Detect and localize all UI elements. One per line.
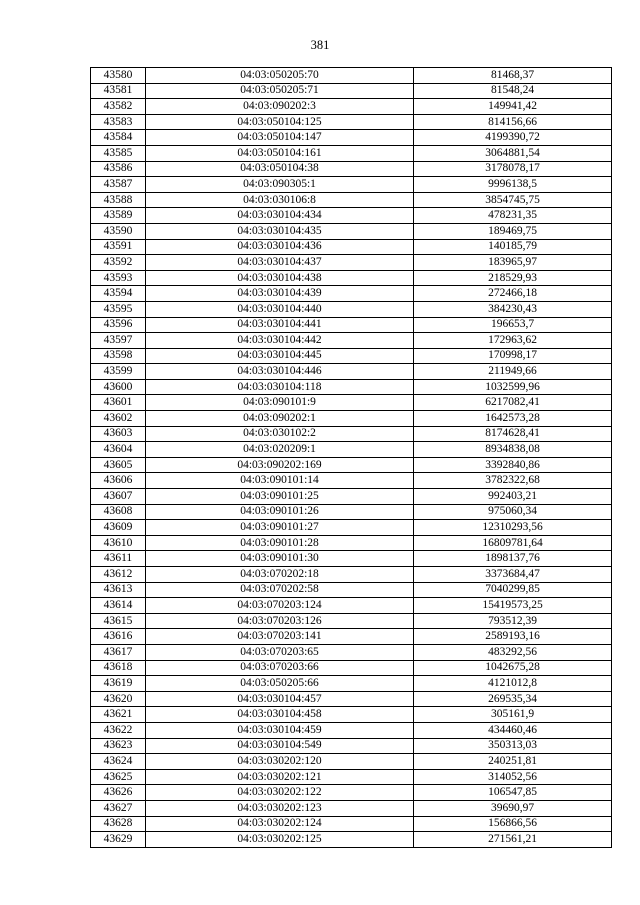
row-number-cell: 43620 [91, 691, 146, 707]
cadastral-number-cell: 04:03:030104:446 [146, 364, 414, 380]
cadastral-number-cell: 04:03:090202:169 [146, 457, 414, 473]
table-row [91, 161, 612, 177]
cadastral-number-cell: 04:03:050104:125 [146, 114, 414, 130]
row-number-cell: 43625 [91, 769, 146, 785]
row-number-cell: 43605 [91, 457, 146, 473]
cadastral-value-cell: 15419573,25 [414, 598, 612, 614]
row-number-cell: 43609 [91, 520, 146, 536]
cadastral-value-cell: 6217082,41 [414, 395, 612, 411]
row-number-cell: 43596 [91, 317, 146, 333]
table-row [91, 442, 612, 458]
row-number-cell: 43624 [91, 754, 146, 770]
cadastral-value-cell: 170998,17 [414, 348, 612, 364]
cadastral-value-cell: 7040299,85 [414, 582, 612, 598]
cadastral-number-cell: 04:03:030104:118 [146, 379, 414, 395]
cadastral-value-cell: 12310293,56 [414, 520, 612, 536]
row-number-cell: 43583 [91, 114, 146, 130]
cadastral-value-cell: 975060,34 [414, 504, 612, 520]
cadastral-value-cell: 1898137,76 [414, 551, 612, 567]
cadastral-value-cell: 4121012,8 [414, 676, 612, 692]
cadastral-number-cell: 04:03:030202:124 [146, 816, 414, 832]
row-number-cell: 43613 [91, 582, 146, 598]
table-row [91, 644, 612, 660]
row-number-cell: 43627 [91, 800, 146, 816]
cadastral-number-cell: 04:03:030104:440 [146, 301, 414, 317]
cadastral-number-cell: 04:03:030104:459 [146, 722, 414, 738]
row-number-cell: 43622 [91, 722, 146, 738]
cadastral-value-cell: 305161,9 [414, 707, 612, 723]
table-row [91, 754, 612, 770]
cadastral-number-cell: 04:03:070203:124 [146, 598, 414, 614]
row-number-cell: 43607 [91, 489, 146, 505]
cadastral-value-cell: 3178078,17 [414, 161, 612, 177]
table-row [91, 660, 612, 676]
table-row [91, 769, 612, 785]
row-number-cell: 43629 [91, 832, 146, 848]
row-number-cell: 43591 [91, 239, 146, 255]
cadastral-number-cell: 04:03:020209:1 [146, 442, 414, 458]
table-row [91, 379, 612, 395]
cadastral-number-cell: 04:03:030104:549 [146, 738, 414, 754]
cadastral-value-cell: 240251,81 [414, 754, 612, 770]
cadastral-value-cell: 350313,03 [414, 738, 612, 754]
cadastral-value-cell: 272466,18 [414, 286, 612, 302]
row-number-cell: 43608 [91, 504, 146, 520]
table-row [91, 551, 612, 567]
row-number-cell: 43597 [91, 333, 146, 349]
cadastral-value-cell: 196653,7 [414, 317, 612, 333]
table-row [91, 489, 612, 505]
cadastral-number-cell: 04:03:090202:3 [146, 99, 414, 115]
cadastral-value-cell: 269535,34 [414, 691, 612, 707]
cadastral-value-cell: 483292,56 [414, 644, 612, 660]
cadastral-value-cell: 2589193,16 [414, 629, 612, 645]
cadastral-number-cell: 04:03:030104:442 [146, 333, 414, 349]
cadastral-value-cell: 271561,21 [414, 832, 612, 848]
row-number-cell: 43592 [91, 255, 146, 271]
row-number-cell: 43599 [91, 364, 146, 380]
cadastral-number-cell: 04:03:050104:38 [146, 161, 414, 177]
cadastral-number-cell: 04:03:030104:439 [146, 286, 414, 302]
table-row [91, 114, 612, 130]
table-row [91, 504, 612, 520]
table-row [91, 68, 612, 84]
cadastral-number-cell: 04:03:030104:458 [146, 707, 414, 723]
row-number-cell: 43590 [91, 223, 146, 239]
cadastral-number-cell: 04:03:030104:441 [146, 317, 414, 333]
table-row [91, 707, 612, 723]
table-row [91, 395, 612, 411]
cadastral-number-cell: 04:03:030202:120 [146, 754, 414, 770]
cadastral-value-cell: 1042675,28 [414, 660, 612, 676]
cadastral-value-cell: 189469,75 [414, 223, 612, 239]
cadastral-number-cell: 04:03:050104:161 [146, 145, 414, 161]
table-row [91, 629, 612, 645]
cadastral-number-cell: 04:03:070203:66 [146, 660, 414, 676]
cadastral-number-cell: 04:03:090202:1 [146, 411, 414, 427]
row-number-cell: 43594 [91, 286, 146, 302]
table-row [91, 208, 612, 224]
cadastral-value-cell: 478231,35 [414, 208, 612, 224]
table-row [91, 270, 612, 286]
cadastral-number-cell: 04:03:030202:122 [146, 785, 414, 801]
cadastral-number-cell: 04:03:070202:18 [146, 567, 414, 583]
cadastral-value-cell: 3064881,54 [414, 145, 612, 161]
table-row [91, 520, 612, 536]
cadastral-number-cell: 04:03:090101:27 [146, 520, 414, 536]
table-row [91, 411, 612, 427]
row-number-cell: 43611 [91, 551, 146, 567]
table-row [91, 239, 612, 255]
cadastral-value-cell: 8174628,41 [414, 426, 612, 442]
row-number-cell: 43616 [91, 629, 146, 645]
cadastral-value-cell: 149941,42 [414, 99, 612, 115]
cadastral-number-cell: 04:03:030104:434 [146, 208, 414, 224]
cadastral-value-cell: 140185,79 [414, 239, 612, 255]
row-number-cell: 43580 [91, 68, 146, 84]
row-number-cell: 43618 [91, 660, 146, 676]
cadastral-value-cell: 3782322,68 [414, 473, 612, 489]
cadastral-number-cell: 04:03:050104:147 [146, 130, 414, 146]
cadastral-value-cell: 1032599,96 [414, 379, 612, 395]
row-number-cell: 43581 [91, 83, 146, 99]
cadastral-number-cell: 04:03:070203:65 [146, 644, 414, 660]
cadastral-number-cell: 04:03:090101:26 [146, 504, 414, 520]
cadastral-value-cell: 218529,93 [414, 270, 612, 286]
cadastral-value-cell: 81468,37 [414, 68, 612, 84]
row-number-cell: 43612 [91, 567, 146, 583]
cadastral-number-cell: 04:03:050205:71 [146, 83, 414, 99]
cadastral-number-cell: 04:03:050205:70 [146, 68, 414, 84]
table-row [91, 473, 612, 489]
table-row [91, 535, 612, 551]
row-number-cell: 43598 [91, 348, 146, 364]
cadastral-number-cell: 04:03:030106:8 [146, 192, 414, 208]
cadastral-number-cell: 04:03:070203:141 [146, 629, 414, 645]
cadastral-value-cell: 39690,97 [414, 800, 612, 816]
row-number-cell: 43614 [91, 598, 146, 614]
cadastral-value-cell: 211949,66 [414, 364, 612, 380]
cadastral-value-cell: 81548,24 [414, 83, 612, 99]
row-number-cell: 43584 [91, 130, 146, 146]
table-row [91, 691, 612, 707]
cadastral-number-cell: 04:03:030104:435 [146, 223, 414, 239]
table-row [91, 83, 612, 99]
cadastral-number-cell: 04:03:030202:125 [146, 832, 414, 848]
cadastral-value-cell: 1642573,28 [414, 411, 612, 427]
cadastral-value-cell: 434460,46 [414, 722, 612, 738]
cadastral-value-cell: 4199390,72 [414, 130, 612, 146]
table-row [91, 333, 612, 349]
table-row [91, 286, 612, 302]
row-number-cell: 43623 [91, 738, 146, 754]
row-number-cell: 43604 [91, 442, 146, 458]
table-row [91, 348, 612, 364]
cadastral-value-cell: 314052,56 [414, 769, 612, 785]
cadastral-number-cell: 04:03:030202:121 [146, 769, 414, 785]
row-number-cell: 43617 [91, 644, 146, 660]
row-number-cell: 43595 [91, 301, 146, 317]
table-row [91, 130, 612, 146]
table-row [91, 145, 612, 161]
row-number-cell: 43600 [91, 379, 146, 395]
table-row [91, 192, 612, 208]
cadastral-number-cell: 04:03:090101:14 [146, 473, 414, 489]
table-row [91, 722, 612, 738]
row-number-cell: 43621 [91, 707, 146, 723]
cadastral-value-cell: 172963,62 [414, 333, 612, 349]
cadastral-value-cell: 384230,43 [414, 301, 612, 317]
row-number-cell: 43593 [91, 270, 146, 286]
table-row [91, 426, 612, 442]
table-row [91, 99, 612, 115]
table-row [91, 598, 612, 614]
cadastral-value-cell: 3854745,75 [414, 192, 612, 208]
cadastral-number-cell: 04:03:090101:25 [146, 489, 414, 505]
row-number-cell: 43603 [91, 426, 146, 442]
cadastral-number-cell: 04:03:090101:9 [146, 395, 414, 411]
cadastral-value-cell: 3373684,47 [414, 567, 612, 583]
cadastral-number-cell: 04:03:030104:436 [146, 239, 414, 255]
page-number: 381 [310, 38, 330, 52]
cadastral-value-cell: 3392840,86 [414, 457, 612, 473]
cadastral-value-cell: 156866,56 [414, 816, 612, 832]
records-table [90, 67, 612, 848]
cadastral-number-cell: 04:03:030104:445 [146, 348, 414, 364]
cadastral-value-cell: 992403,21 [414, 489, 612, 505]
table-row [91, 177, 612, 193]
table-row [91, 223, 612, 239]
table-row [91, 457, 612, 473]
row-number-cell: 43602 [91, 411, 146, 427]
table-row [91, 785, 612, 801]
cadastral-value-cell: 814156,66 [414, 114, 612, 130]
table-row [91, 832, 612, 848]
table-row [91, 317, 612, 333]
table-row [91, 364, 612, 380]
table-row [91, 613, 612, 629]
row-number-cell: 43626 [91, 785, 146, 801]
row-number-cell: 43587 [91, 177, 146, 193]
records-table-body [91, 68, 612, 848]
table-row [91, 676, 612, 692]
cadastral-value-cell: 16809781,64 [414, 535, 612, 551]
table-row [91, 255, 612, 271]
row-number-cell: 43610 [91, 535, 146, 551]
row-number-cell: 43586 [91, 161, 146, 177]
table-row [91, 567, 612, 583]
row-number-cell: 43628 [91, 816, 146, 832]
row-number-cell: 43582 [91, 99, 146, 115]
row-number-cell: 43585 [91, 145, 146, 161]
cadastral-value-cell: 793512,39 [414, 613, 612, 629]
cadastral-number-cell: 04:03:030104:438 [146, 270, 414, 286]
row-number-cell: 43601 [91, 395, 146, 411]
cadastral-number-cell: 04:03:090305:1 [146, 177, 414, 193]
cadastral-value-cell: 9996138,5 [414, 177, 612, 193]
cadastral-number-cell: 04:03:090101:28 [146, 535, 414, 551]
row-number-cell: 43615 [91, 613, 146, 629]
table-row [91, 816, 612, 832]
cadastral-number-cell: 04:03:070202:58 [146, 582, 414, 598]
cadastral-value-cell: 183965,97 [414, 255, 612, 271]
table-row [91, 738, 612, 754]
cadastral-number-cell: 04:03:090101:30 [146, 551, 414, 567]
cadastral-number-cell: 04:03:030202:123 [146, 800, 414, 816]
cadastral-number-cell: 04:03:070203:126 [146, 613, 414, 629]
row-number-cell: 43619 [91, 676, 146, 692]
row-number-cell: 43589 [91, 208, 146, 224]
cadastral-number-cell: 04:03:050205:66 [146, 676, 414, 692]
cadastral-number-cell: 04:03:030104:437 [146, 255, 414, 271]
row-number-cell: 43606 [91, 473, 146, 489]
table-row [91, 800, 612, 816]
cadastral-number-cell: 04:03:030102:2 [146, 426, 414, 442]
table-row [91, 582, 612, 598]
table-row [91, 301, 612, 317]
cadastral-value-cell: 8934838,08 [414, 442, 612, 458]
cadastral-value-cell: 106547,85 [414, 785, 612, 801]
row-number-cell: 43588 [91, 192, 146, 208]
cadastral-number-cell: 04:03:030104:457 [146, 691, 414, 707]
